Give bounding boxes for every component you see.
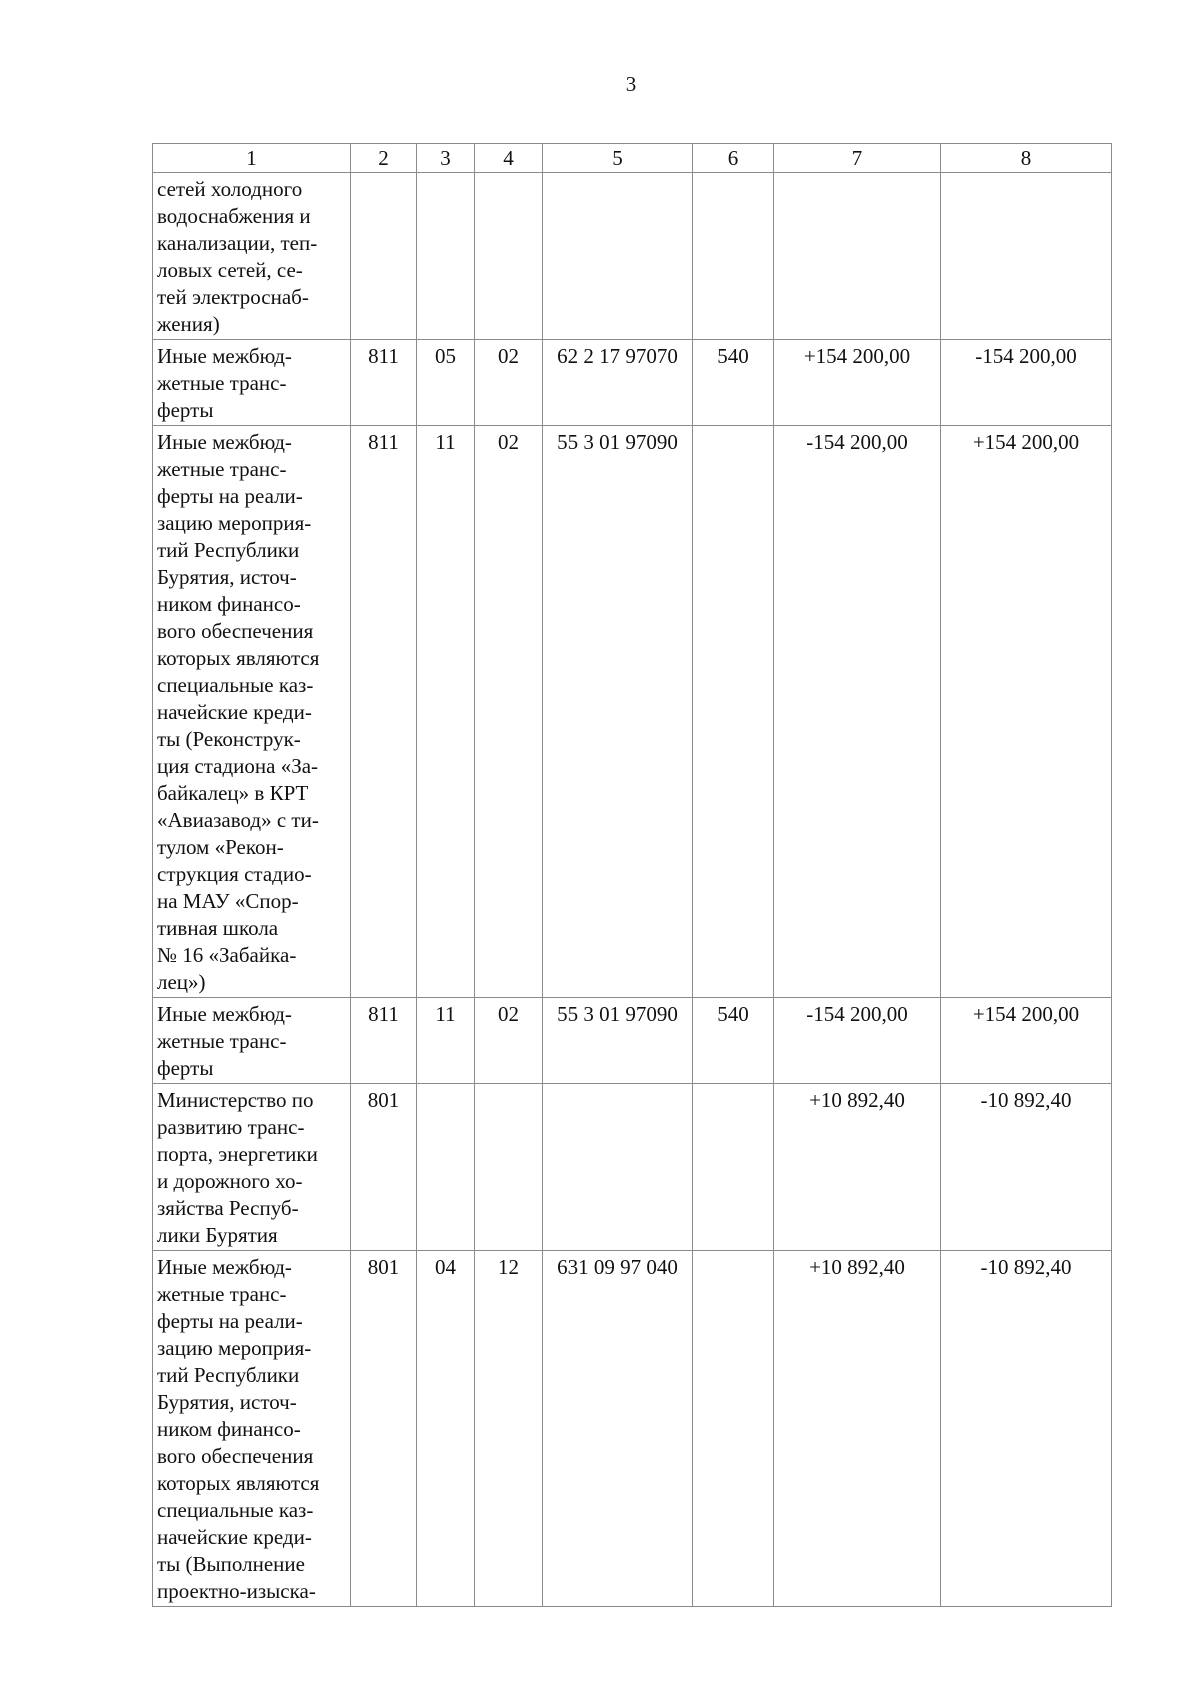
subsection-cell: 02 <box>475 998 543 1084</box>
amount-change-cell: -154 200,00 <box>774 998 941 1084</box>
section-cell: 11 <box>417 426 475 998</box>
expense-type-cell: 540 <box>693 340 774 426</box>
admin-code-cell: 811 <box>351 340 417 426</box>
table-row <box>153 173 1112 340</box>
subsection-cell <box>475 1084 543 1251</box>
amount-change-cell: -154 200,00 <box>941 340 1112 426</box>
column-header: 1 <box>153 144 351 173</box>
section-cell <box>417 173 475 340</box>
section-cell: 04 <box>417 1251 475 1607</box>
row-name-cell: Иные межбюд- жетные транс- ферты на реали- зацию мероприя- тий Республики Бурятия, источ- ником финансо- вого обеспечения которых являются специальные каз- начейские креди- ты (Реконструк- ция стадиона «За- байкалец» в КРТ «Авиазавод» с ти- тулом «Рекон- струкция стадио- на МАУ «Спор- тивная школа № 16 «Забайка- лец») <box>153 426 351 998</box>
row-name-cell: Иные межбюд- жетные транс- ферты <box>153 340 351 426</box>
admin-code-cell <box>351 173 417 340</box>
row-name-cell: Министерство по развитию транс- порта, энергетики и дорожного хо- зяйства Респуб- лики Бурятия <box>153 1084 351 1251</box>
amount-change-cell: +154 200,00 <box>941 998 1112 1084</box>
column-header: 3 <box>417 144 475 173</box>
target-item-cell: 55 3 01 97090 <box>543 998 693 1084</box>
target-item-cell: 631 09 97 040 <box>543 1251 693 1607</box>
target-item-cell: 55 3 01 97090 <box>543 426 693 998</box>
amount-change-cell <box>941 173 1112 340</box>
table-row <box>153 340 1112 426</box>
amount-change-cell: +10 892,40 <box>774 1084 941 1251</box>
amount-change-cell: -154 200,00 <box>774 426 941 998</box>
admin-code-cell: 811 <box>351 426 417 998</box>
column-header: 6 <box>693 144 774 173</box>
subsection-cell: 02 <box>475 426 543 998</box>
subsection-cell: 02 <box>475 340 543 426</box>
target-item-cell <box>543 173 693 340</box>
amount-change-cell: +10 892,40 <box>774 1251 941 1607</box>
section-cell <box>417 1084 475 1251</box>
table-row <box>153 1084 1112 1251</box>
row-name-cell: Иные межбюд- жетные транс- ферты <box>153 998 351 1084</box>
row-name-cell: Иные межбюд- жетные транс- ферты на реали- зацию мероприя- тий Республики Бурятия, источ- ником финансо- вого обеспечения которых являются специальные каз- начейские креди- ты (Выполнение проектно-изыска- <box>153 1251 351 1607</box>
amount-change-cell: +154 200,00 <box>941 426 1112 998</box>
amount-change-cell: -10 892,40 <box>941 1084 1112 1251</box>
expense-type-cell <box>693 173 774 340</box>
budget-table <box>152 143 1112 1607</box>
subsection-cell <box>475 173 543 340</box>
expense-type-cell: 540 <box>693 998 774 1084</box>
table-row <box>153 426 1112 998</box>
column-header: 4 <box>475 144 543 173</box>
admin-code-cell: 801 <box>351 1251 417 1607</box>
admin-code-cell: 801 <box>351 1084 417 1251</box>
table-row <box>153 998 1112 1084</box>
table-row <box>153 1251 1112 1607</box>
column-header: 8 <box>941 144 1112 173</box>
target-item-cell <box>543 1084 693 1251</box>
expense-type-cell <box>693 426 774 998</box>
amount-change-cell: +154 200,00 <box>774 340 941 426</box>
target-item-cell: 62 2 17 97070 <box>543 340 693 426</box>
subsection-cell: 12 <box>475 1251 543 1607</box>
page-number: 3 <box>625 72 637 96</box>
row-name-cell: сетей холодного водоснабжения и канализации, теп- ловых сетей, се- тей электроснаб- жения) <box>153 173 351 340</box>
header-row <box>153 144 1112 173</box>
amount-change-cell <box>774 173 941 340</box>
column-header: 5 <box>543 144 693 173</box>
section-cell: 11 <box>417 998 475 1084</box>
amount-change-cell: -10 892,40 <box>941 1251 1112 1607</box>
expense-type-cell <box>693 1251 774 1607</box>
column-header: 7 <box>774 144 941 173</box>
admin-code-cell: 811 <box>351 998 417 1084</box>
expense-type-cell <box>693 1084 774 1251</box>
column-header: 2 <box>351 144 417 173</box>
section-cell: 05 <box>417 340 475 426</box>
